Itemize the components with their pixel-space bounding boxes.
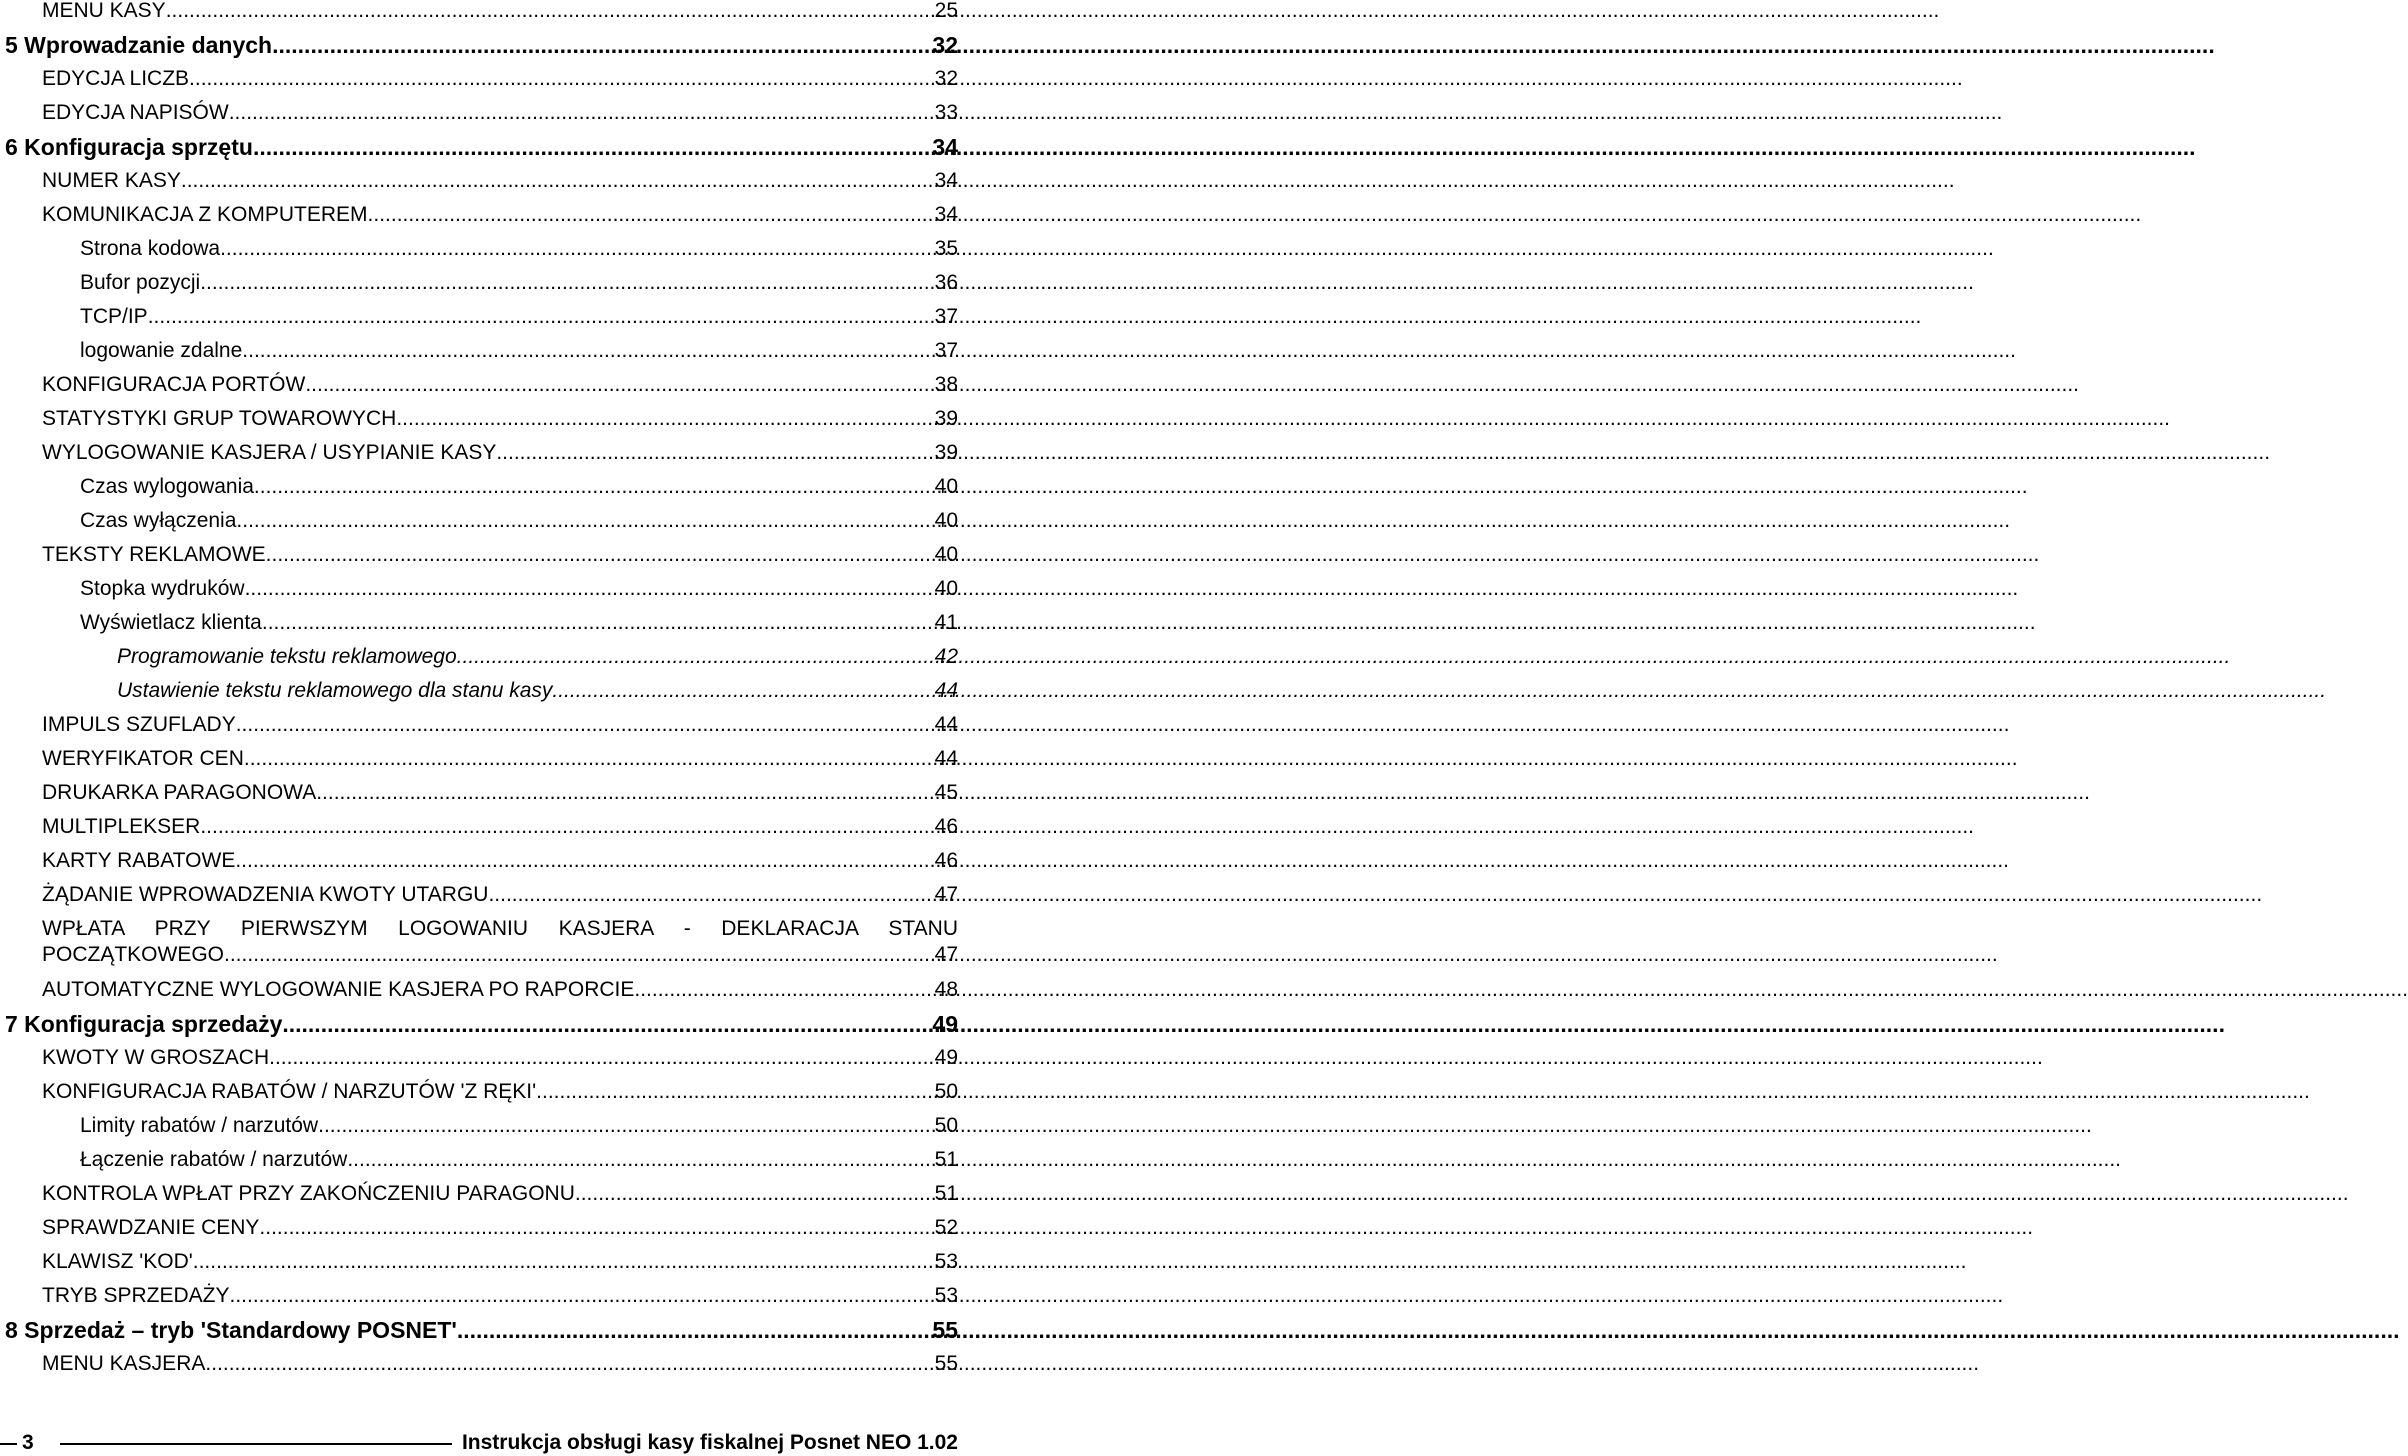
toc-entry-page: 49 — [934, 1046, 958, 1069]
toc-leader-dots — [193, 1248, 935, 1276]
toc-entry-page: 50 — [934, 1080, 958, 1103]
toc-entry-title: MENU KASJERA — [42, 1352, 206, 1375]
toc-leader-dots — [318, 1112, 935, 1140]
toc-entry-title: Limity rabatów / narzutów — [80, 1114, 319, 1137]
toc-entry-title: Czas wyłączenia — [80, 509, 237, 532]
toc-entry[interactable] — [0, 99, 960, 133]
toc-entry-title: KOMUNIKACJA Z KOMPUTEREM — [42, 203, 368, 226]
toc-entry-title-line1: WPŁATA PRZY PIERWSZYM LOGOWANIU KASJERA - DEKLARACJA STANU — [42, 917, 958, 940]
toc-entry-line — [42, 99, 958, 127]
toc-leader-dots — [236, 507, 934, 535]
toc-leader-dots — [259, 1214, 934, 1242]
toc-entry-title: 7 Konfiguracja sprzedaży — [5, 1011, 283, 1037]
toc-entry-line — [42, 371, 958, 399]
toc-entry-title: EDYCJA LICZB — [42, 67, 190, 90]
toc-leader-dots — [254, 473, 935, 501]
toc-entry-line — [80, 609, 958, 637]
toc-entry-title: TRYB SPRZEDAŻY — [42, 1284, 230, 1307]
toc-entry-line — [5, 133, 958, 161]
toc-entry-title: Łączenie rabatów / narzutów — [80, 1148, 348, 1171]
toc-entry-title: EDYCJA NAPISÓW — [42, 101, 229, 124]
toc-leader-dots — [205, 1350, 934, 1378]
toc-leader-dots — [457, 1316, 933, 1344]
toc-entry-title: NUMER KASY — [42, 169, 181, 192]
toc-entry[interactable] — [0, 31, 960, 65]
toc-entry[interactable] — [0, 609, 960, 643]
toc-entry-page: 55 — [932, 1317, 958, 1343]
toc-entry-page: 40 — [934, 543, 958, 566]
toc-entry-title: STATYSTYKI GRUP TOWAROWYCH — [42, 407, 397, 430]
toc-entry-title: KONFIGURACJA RABATÓW / NARZUTÓW 'Z RĘKI' — [42, 1080, 537, 1103]
toc-entry-line — [42, 941, 958, 969]
toc-entry[interactable] — [0, 1044, 960, 1078]
toc-entry[interactable] — [0, 405, 960, 439]
toc-leader-dots — [224, 941, 935, 969]
toc-entry-title: Programowanie tekstu reklamowego — [117, 645, 457, 668]
toc-entry-line — [42, 745, 958, 773]
toc-entry-line — [42, 779, 958, 807]
toc-entry-page: 47 — [934, 943, 958, 966]
toc-entry-line — [42, 201, 958, 229]
toc-leader-dots — [282, 1010, 932, 1038]
toc-entry[interactable] — [0, 201, 960, 235]
toc-entry-page: 25 — [934, 0, 958, 22]
toc-entry-line — [80, 507, 958, 535]
toc-entry-page: 41 — [934, 611, 958, 634]
toc-entry-page: 40 — [934, 475, 958, 498]
toc-leader-dots — [457, 643, 935, 671]
toc-entry[interactable] — [0, 575, 960, 609]
toc-entry-page: 44 — [934, 679, 958, 702]
toc-entry-page: 45 — [934, 781, 958, 804]
toc-entry-line — [42, 1282, 958, 1310]
toc-entry-page: 46 — [934, 849, 958, 872]
toc-entry[interactable] — [0, 643, 960, 677]
toc-leader-dots — [269, 1044, 935, 1072]
toc-entry-title: TCP/IP — [80, 305, 148, 328]
toc-entry-line — [42, 65, 958, 93]
toc-entry-title: 8 Sprzedaż – tryb 'Standardowy POSNET' — [5, 1317, 457, 1343]
toc-entry[interactable] — [0, 1146, 960, 1180]
toc-leader-dots — [496, 439, 934, 467]
toc-entry[interactable] — [0, 1180, 960, 1214]
toc-entry-title: 5 Wprowadzanie danych — [5, 32, 273, 58]
toc-entry[interactable] — [0, 1078, 960, 1112]
toc-leader-dots — [488, 881, 934, 909]
toc-entry-title: WYLOGOWANIE KASJERA / USYPIANIE KASY — [42, 441, 497, 464]
toc-entry-line — [42, 405, 958, 433]
toc-entry-page: 34 — [934, 203, 958, 226]
toc-entry-title: DRUKARKA PARAGONOWA — [42, 781, 317, 804]
toc-leader-dots — [235, 847, 934, 875]
toc-entry-page: 39 — [934, 441, 958, 464]
toc-leader-dots — [229, 1282, 934, 1310]
toc-leader-dots — [200, 813, 934, 841]
toc-entry-line — [80, 473, 958, 501]
toc-entry-line — [42, 1044, 958, 1072]
toc-entry-page: 53 — [934, 1250, 958, 1273]
toc-entry-page: 38 — [934, 373, 958, 396]
toc-entry-page: 53 — [934, 1284, 958, 1307]
toc-entry-title: IMPULS SZUFLADY — [42, 713, 236, 736]
toc-entry-title: KWOTY W GROSZACH — [42, 1046, 270, 1069]
toc-leader-dots — [368, 201, 935, 229]
toc-entry-page: 47 — [934, 883, 958, 906]
toc-entry[interactable] — [0, 65, 960, 99]
toc-entry-page: 49 — [932, 1011, 958, 1037]
toc-entry-line — [80, 269, 958, 297]
toc-entry-line — [42, 1180, 958, 1208]
toc-entry-line — [42, 1248, 958, 1276]
toc-entry-line — [5, 31, 958, 59]
toc-leader-dots — [236, 711, 935, 739]
toc-leader-dots — [244, 745, 935, 773]
toc-entry[interactable] — [0, 1316, 960, 1350]
toc-leader-dots — [634, 976, 934, 1004]
footer-document-title: Instrukcja obsługi kasy fiskalnej Posnet NEO 1.02 — [461, 1431, 958, 1454]
toc-entry-title: WERYFIKATOR CEN — [42, 747, 244, 770]
toc-entry[interactable] — [0, 541, 960, 575]
toc-entry-line — [42, 541, 958, 569]
toc-entry-page: 42 — [934, 645, 958, 668]
toc-entry-page: 34 — [934, 169, 958, 192]
toc-entry-title: KONTROLA WPŁAT PRZY ZAKOŃCZENIU PARAGONU — [42, 1182, 575, 1205]
toc-entry[interactable] — [0, 507, 960, 541]
toc-entry-page: 46 — [934, 815, 958, 838]
toc-entry-title: POCZĄTKOWEGO — [42, 943, 225, 966]
toc-entry-page: 32 — [934, 67, 958, 90]
toc-entry-title: 6 Konfiguracja sprzętu — [5, 134, 253, 160]
toc-entry-page: 34 — [932, 134, 958, 160]
toc-entry-page: 55 — [934, 1352, 958, 1375]
toc-entry[interactable] — [0, 976, 960, 1010]
toc-entry-line — [42, 976, 958, 1004]
toc-entry-page: 44 — [934, 747, 958, 770]
toc-entry-page: 37 — [934, 339, 958, 362]
toc-entry-page: 36 — [934, 271, 958, 294]
toc-entry-title: logowanie zdalne — [80, 339, 243, 362]
toc-entry[interactable] — [0, 1282, 960, 1316]
toc-entry-title: TEKSTY REKLAMOWE — [42, 543, 266, 566]
toc-entry-page: 35 — [934, 237, 958, 260]
toc-entry[interactable] — [0, 439, 960, 473]
toc-leader-dots — [305, 371, 934, 399]
toc-leader-dots — [396, 405, 934, 433]
toc-entry-title: AUTOMATYCZNE WYLOGOWANIE KASJERA PO RAPORCIE — [42, 978, 635, 1001]
toc-entry-page: 51 — [934, 1182, 958, 1205]
toc-entry-title: KARTY RABATOWE — [42, 849, 236, 872]
toc-entry-title: ŻĄDANIE WPROWADZENIA KWOTY UTARGU — [42, 883, 489, 906]
toc-leader-dots — [181, 167, 935, 195]
toc-entry-page: 50 — [934, 1114, 958, 1137]
toc-leader-dots — [148, 303, 935, 331]
toc-entry-line — [80, 337, 958, 365]
toc-entry[interactable] — [0, 235, 960, 269]
toc-leader-dots — [253, 133, 932, 161]
toc-entry-page: 48 — [934, 978, 958, 1001]
toc-entry[interactable] — [0, 779, 960, 813]
toc-leader-dots — [272, 31, 932, 59]
toc-entry-line — [117, 643, 958, 671]
toc-entry-title: Wyświetlacz klienta — [80, 611, 262, 634]
toc-entry-line — [5, 1010, 958, 1038]
toc-leader-dots — [242, 337, 934, 365]
toc-leader-dots — [536, 1078, 934, 1106]
toc-entry[interactable] — [0, 1350, 960, 1384]
toc-entry[interactable] — [0, 677, 960, 711]
toc-entry-page: 33 — [934, 101, 958, 124]
toc-entry-title: KONFIGURACJA PORTÓW — [42, 373, 306, 396]
toc-entry-title: Stopka wydruków — [80, 577, 245, 600]
toc-entry[interactable] — [0, 337, 960, 371]
toc-leader-dots — [220, 235, 935, 263]
toc-entry-line — [42, 0, 958, 25]
toc-entry[interactable] — [0, 1214, 960, 1248]
toc-entry-line — [42, 1078, 958, 1106]
toc-entry-title: MULTIPLEKSER — [42, 815, 201, 838]
footer-rule-middle — [60, 1443, 452, 1445]
toc-entry-line — [80, 303, 958, 331]
toc-entry[interactable] — [0, 1248, 960, 1282]
toc-entry-line — [80, 235, 958, 263]
toc-entry-line — [42, 1214, 958, 1242]
toc-entry[interactable] — [0, 745, 960, 779]
toc-entry-line — [42, 847, 958, 875]
toc-entry-line — [80, 1112, 958, 1140]
toc-entry[interactable] — [0, 915, 960, 975]
toc-entry-line — [80, 1146, 958, 1174]
toc-entry-line — [117, 677, 958, 705]
toc-entry-page: 40 — [934, 509, 958, 532]
toc-entry[interactable] — [0, 303, 960, 337]
toc-leader-dots — [347, 1146, 934, 1174]
toc-entry-line — [42, 881, 958, 909]
toc-leader-dots — [245, 575, 935, 603]
footer-page-number: 3 — [22, 1431, 34, 1454]
toc-leader-dots — [266, 541, 935, 569]
toc-entry-line — [42, 439, 958, 467]
toc-entry[interactable] — [0, 1010, 960, 1044]
toc-entry-title: Czas wylogowania — [80, 475, 254, 498]
toc-entry-line — [80, 575, 958, 603]
toc-entry-line — [42, 711, 958, 739]
toc-entry-line — [5, 1316, 958, 1344]
toc-entry-page: 40 — [934, 577, 958, 600]
toc-entry-line — [42, 813, 958, 841]
toc-entry[interactable] — [0, 0, 960, 31]
toc-entry-title: MENU KASY — [42, 0, 166, 22]
toc-entry[interactable] — [0, 881, 960, 915]
toc-entry-title: SPRAWDZANIE CENY — [42, 1216, 260, 1239]
toc-entry-title: Bufor pozycji — [80, 271, 201, 294]
toc-leader-dots — [262, 609, 935, 637]
toc-entry-page: 32 — [932, 32, 958, 58]
toc-leader-dots — [316, 779, 934, 807]
toc-entry[interactable] — [0, 133, 960, 167]
toc-entry[interactable] — [0, 711, 960, 745]
toc-leader-dots — [200, 269, 934, 297]
toc-entry-page: 39 — [934, 407, 958, 430]
toc-entry[interactable] — [0, 1112, 960, 1146]
toc-entry[interactable] — [0, 167, 960, 201]
toc-entry[interactable] — [0, 847, 960, 881]
toc-entry-page: 37 — [934, 305, 958, 328]
toc-leader-dots — [229, 99, 935, 127]
toc-entry-page: 51 — [934, 1148, 958, 1171]
toc-entry-line — [42, 1350, 958, 1378]
toc-entry[interactable] — [0, 473, 960, 507]
toc-leader-dots — [575, 1180, 935, 1208]
footer-rule-left — [0, 1443, 17, 1445]
toc-entry-title: Strona kodowa — [80, 237, 221, 260]
toc-entry[interactable] — [0, 371, 960, 405]
toc-leader-dots — [189, 65, 935, 93]
toc-leader-dots — [166, 0, 935, 25]
toc-entry-line — [42, 167, 958, 195]
toc-entry-title: KLAWISZ 'KOD' — [42, 1250, 193, 1273]
toc-entry-page: 44 — [934, 713, 958, 736]
toc-entry[interactable] — [0, 269, 960, 303]
toc-entry-page: 52 — [934, 1216, 958, 1239]
toc-leader-dots — [552, 677, 934, 705]
toc-entry[interactable] — [0, 813, 960, 847]
toc-entry-title: Ustawienie tekstu reklamowego dla stanu kasy — [117, 679, 553, 702]
